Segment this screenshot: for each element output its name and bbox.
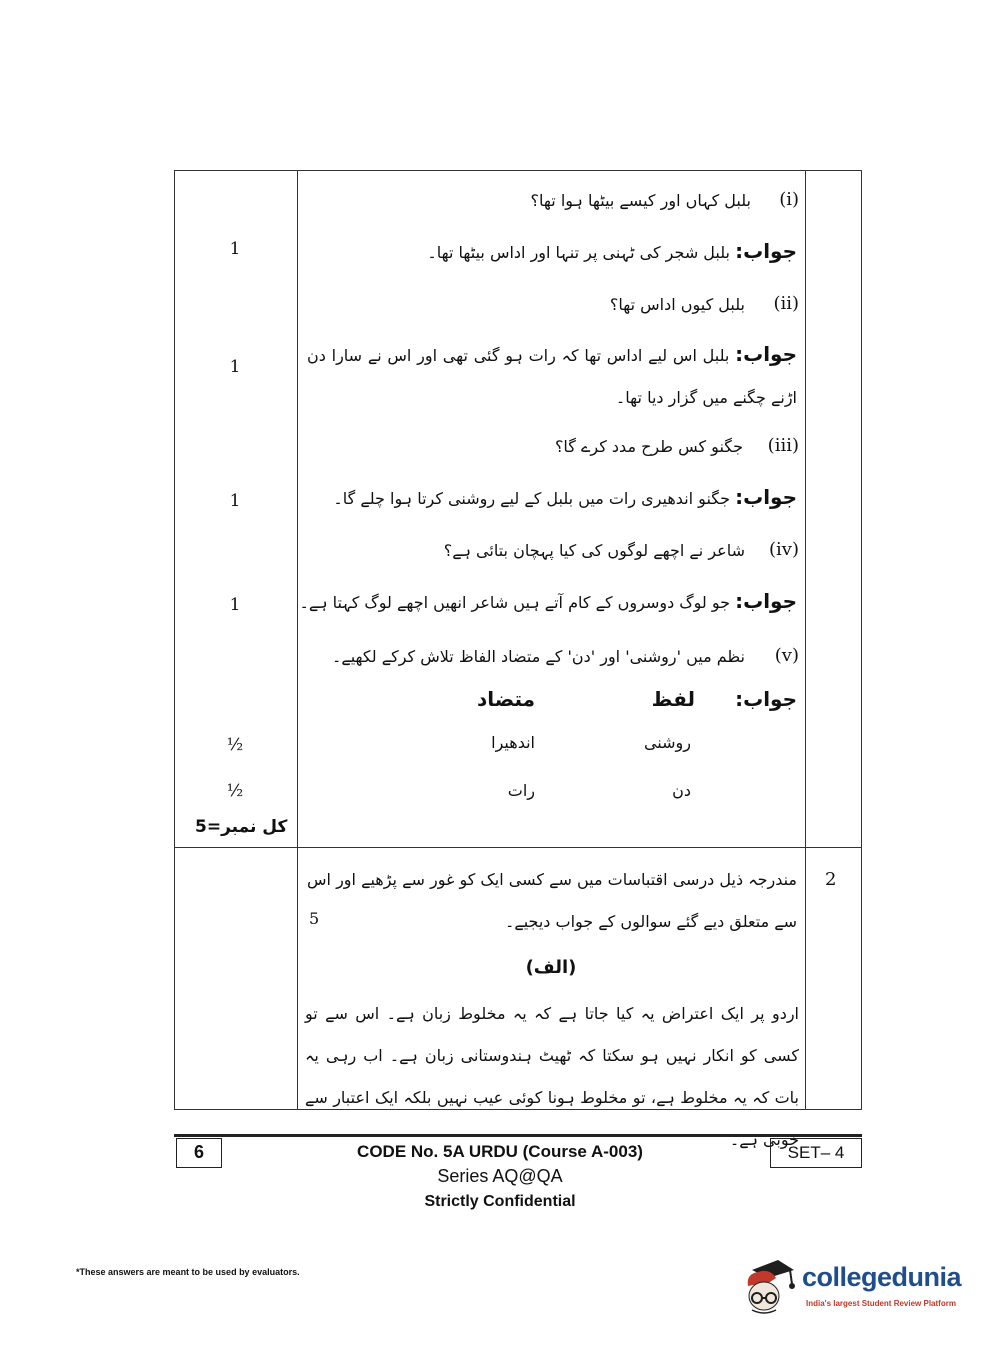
page-number: 6 [176, 1138, 222, 1168]
answer-line [307, 333, 797, 419]
brand-tagline: India's largest Student Review Platform [806, 1299, 956, 1308]
marks: ½ [226, 781, 244, 801]
confidential-label: Strictly Confidential [424, 1193, 576, 1210]
answer-line [427, 239, 797, 263]
item-number: (iii) [767, 435, 799, 456]
answer-label: جواب: [735, 239, 797, 263]
answer-text: جگنو اندھیری رات میں بلبل کے لیے روشنی کرتا ہوا چلے گا۔ [333, 489, 730, 508]
set-badge: SET– 4 [770, 1138, 862, 1168]
column-header-opposite: متضاد [476, 687, 535, 711]
column-divider-qnum [805, 171, 806, 1109]
answer-text: جو لوگ دوسروں کے کام آتے ہیں شاعر انھیں اچھے لوگ کہتا ہے۔ [299, 593, 730, 612]
disclaimer: *These answers are meant to be used by evaluators. [76, 1267, 300, 1277]
marks: ½ [226, 735, 244, 755]
marks: 5 [309, 909, 320, 928]
answer-line [333, 485, 797, 509]
marks: 1 [229, 595, 241, 615]
question-text: بلبل کہاں اور کیسے بیٹھا ہوا تھا؟ [530, 191, 751, 210]
column-header-word: لفظ [651, 687, 695, 711]
answer-line [299, 589, 797, 613]
answer-text: بلبل اس لیے اداس تھا کہ رات ہو گئی تھی اور اس نے سارا دن اڑنے چگنے میں گزار دیا تھا۔ [307, 346, 797, 407]
item-number: (v) [774, 645, 799, 666]
row-divider [175, 847, 861, 848]
passage-text: اردو پر ایک اعتراض یہ کیا جاتا ہے کہ یہ مخلوط زبان ہے۔ اس سے تو کسی کو انکار نہیں ہو سکتا کہ ٹھیٹ ہندوستانی زبان ہے۔ اب رہی یہ بات کہ یہ مخلوط ہے، تو مخلوط ہونا کوئی عیب نہیں بلکہ ایک اعتبار سے خوبی ہے۔ [305, 1004, 799, 1149]
footer-rule [174, 1134, 862, 1137]
course-code: CODE No. 5A URDU (Course A-003) [357, 1142, 643, 1161]
marks: 1 [229, 357, 241, 377]
item-number: (ii) [773, 293, 799, 314]
question-text: نظم میں 'روشنی' اور 'دن' کے متضاد الفاظ تلاش کرکے لکھیے۔ [331, 647, 745, 666]
question-text: جگنو کس طرح مدد کرے گا؟ [554, 437, 743, 456]
question-number: 2 [825, 869, 837, 890]
question-text: بلبل کیوں اداس تھا؟ [609, 295, 745, 314]
section-title: (الف) [525, 957, 577, 978]
opposite-cell: رات [507, 781, 535, 800]
answer-label: جواب: [735, 485, 797, 509]
answer-label: جواب: [735, 589, 797, 613]
brand-mascot-icon [742, 1256, 798, 1316]
question-text: شاعر نے اچھے لوگوں کی کیا پہچان بتائی ہے؟ [443, 541, 745, 560]
answer-table [174, 170, 862, 1149]
opposite-cell: اندھیرا [491, 733, 535, 752]
instruction-text: مندرجہ ذیل درسی اقتباسات میں سے کسی ایک کو غور سے پڑھیے اور اس سے متعلق دیے گئے سوالوں کے جواب دیجیے۔ [307, 870, 797, 931]
answer-label: جواب: [735, 342, 797, 366]
marks: 1 [229, 491, 241, 511]
item-number: (i) [779, 189, 799, 210]
word-cell: روشنی [643, 733, 691, 752]
series-label: Series AQ@QA [437, 1166, 563, 1186]
marks: 1 [229, 239, 241, 259]
total-marks: کل نمبر=5 [195, 817, 288, 837]
word-cell: دن [672, 781, 691, 800]
brand-name: collegedunia [802, 1262, 962, 1292]
answer-label: جواب: [735, 687, 797, 711]
item-number: (iv) [769, 539, 799, 560]
answer-text: بلبل شجر کی ٹہنی پر تنہا اور اداس بیٹھا تھا۔ [427, 243, 730, 262]
